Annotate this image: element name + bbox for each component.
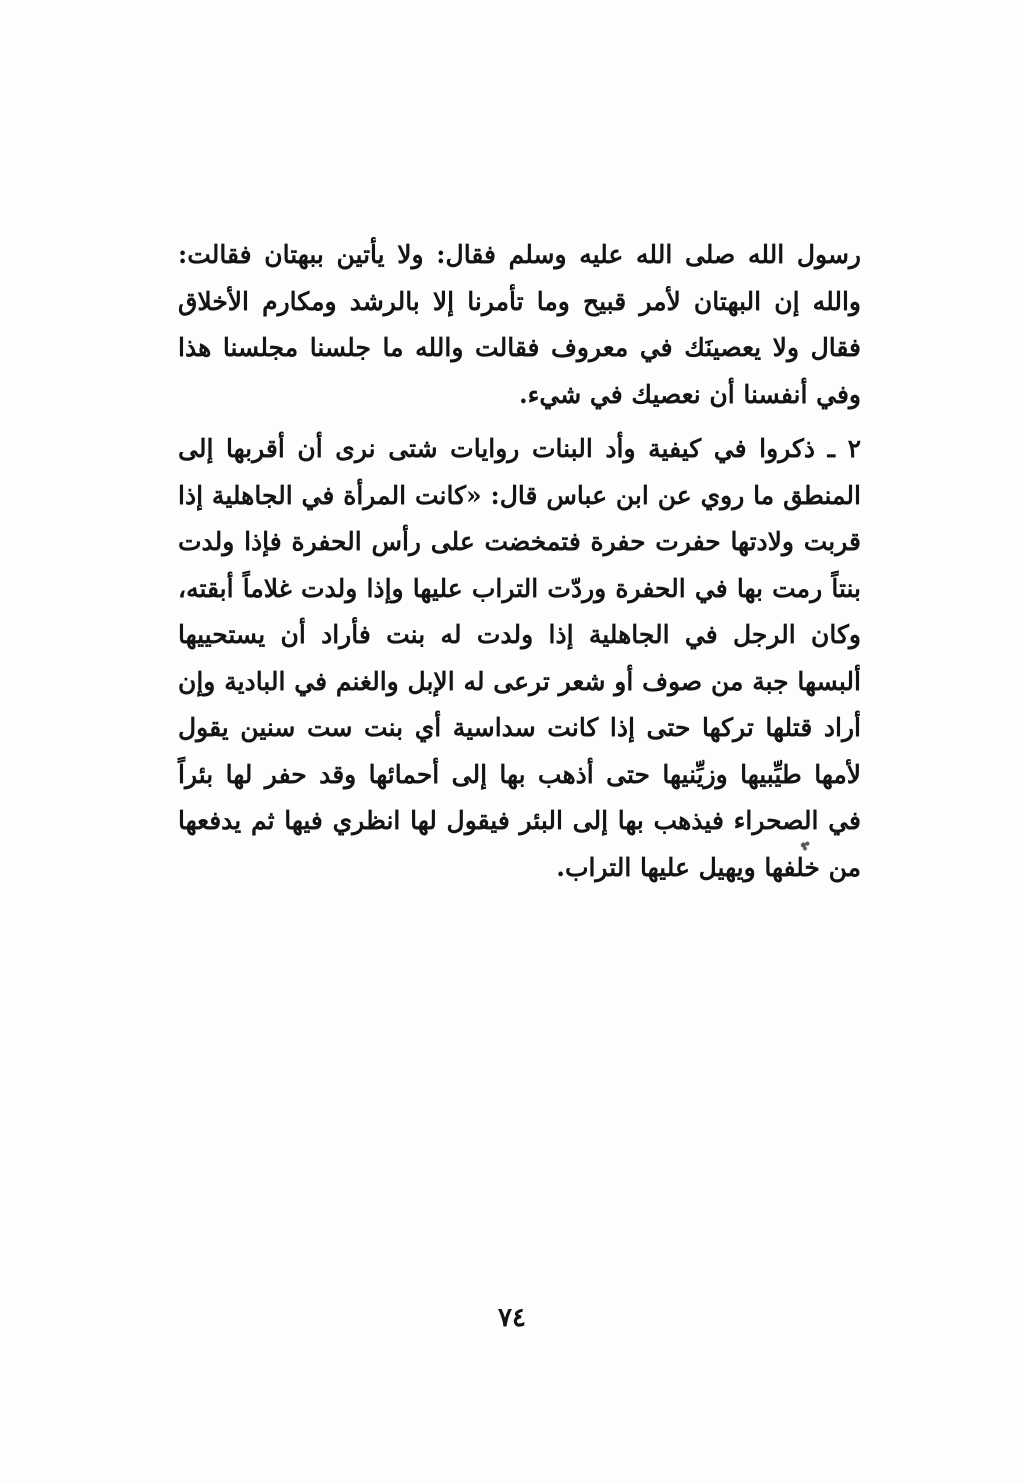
paragraph-1: رسول الله صلى الله عليه وسلم فقال: ولا يأتين ببهتان فقالت: والله إن البهتان لأمر قبيح وما تأمرنا إلا بالرشد ومكارم الأخلاق فقال ولا يعصينَك في معروف فقالت والله ما جلسنا مجلسنا هذا وفي أنفسنا أن نعصيك في شيء. [178,240,861,409]
page-number: ٧٤ [498,1303,526,1333]
paragraph-2: ٢ ـ ذكروا في كيفية وأد البنات روايات شتى نرى أن أقربها إلى المنطق ما روي عن ابن عباس قال: «كانت المرأة في الجاهلية إذا قربت ولادتها حفرت حفرة فتمخضت على رأس الحفرة فإذا ولدت بنتاً رمت بها في الحفرة وردّت التراب عليها وإذا ولدت غلاماً أبقته، وكان الرجل في الجاهلية إذا ولدت له بنت فأراد أن يستحييها ألبسها جبة من صوف أو شعر ترعى له الإبل والغنم في البادية وإن أراد قتلها تركها حتى إذا كانت سداسية أي بنت ست سنين يقول لأمها طيِّبيها وزيِّنيها حتى أذهب بها إلى أحمائها وقد حفر لها بئراً في الصحراء فيذهب بها إلى البئر فيقول لها انظري فيها ثم يدفعها من خلفها ويهيل عليها التراب. [178,434,861,882]
body-text [178,232,861,891]
ink-speck [797,838,813,852]
